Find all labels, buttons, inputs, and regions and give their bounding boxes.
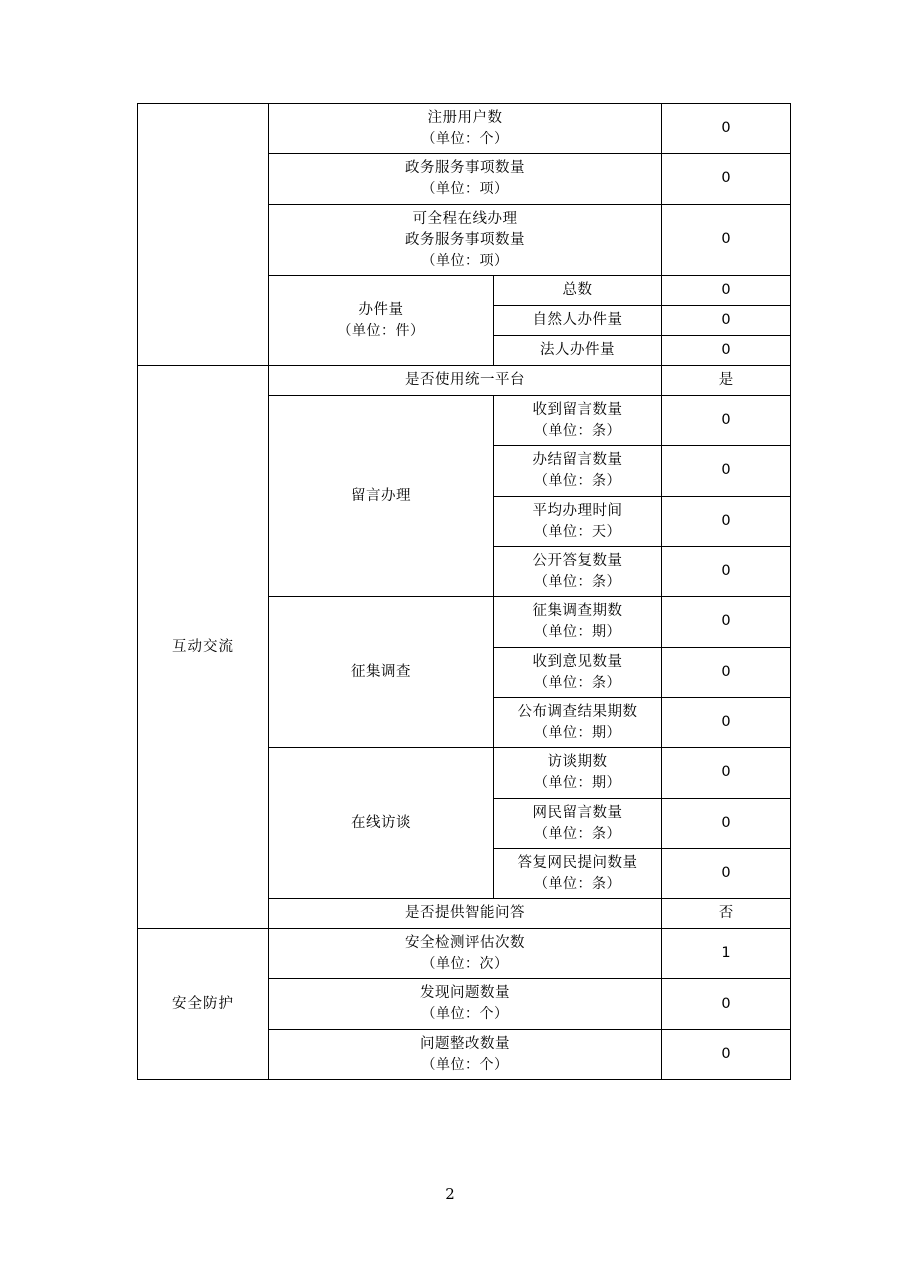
value-smart-qa: 否 <box>662 899 791 929</box>
category-cell-security: 安全防护 <box>138 929 269 1080</box>
unit-text: （单位：条） <box>534 573 621 590</box>
unit-text: （单位：期） <box>534 775 621 792</box>
unit-text: （单位：项） <box>421 252 509 269</box>
label-case-volume <box>269 275 494 365</box>
sublabel-text: 公开答复数量 <box>532 552 623 569</box>
value-messages-completed: 0 <box>662 446 791 496</box>
value-issues-found: 0 <box>662 979 791 1029</box>
sublabel-case-total: 总数 <box>494 275 662 305</box>
sublabel-case-natural-person: 自然人办件量 <box>494 305 662 335</box>
value-unified-platform: 是 <box>662 366 791 396</box>
category-cell-service <box>138 104 269 366</box>
value-case-natural-person: 0 <box>662 305 791 335</box>
value-average-handling-time: 0 <box>662 496 791 546</box>
value-published-results: 0 <box>662 697 791 747</box>
unit-text: （单位：条） <box>534 825 621 842</box>
sublabel-text: 征集调查期数 <box>532 603 623 620</box>
value-security-assessments: 1 <box>662 929 791 979</box>
sublabel-public-replies <box>494 546 662 596</box>
category-cell-interaction: 互动交流 <box>138 366 269 929</box>
unit-text: （单位：项） <box>421 181 509 198</box>
label-text-line1: 可全程在线办理 <box>412 210 518 227</box>
value-case-total: 0 <box>662 275 791 305</box>
label-text: 办件量 <box>358 301 404 318</box>
unit-text: （单位：条） <box>534 473 621 490</box>
label-text: 发现问题数量 <box>420 985 510 1002</box>
sublabel-netizen-messages <box>494 798 662 848</box>
label-text: 注册用户数 <box>427 110 503 126</box>
unit-text: （单位：个） <box>421 1006 509 1023</box>
sublabel-text: 公布调查结果期数 <box>517 703 638 720</box>
label-text: 安全检测评估次数 <box>405 935 525 952</box>
label-service-items <box>269 154 662 204</box>
sublabel-netizen-replies <box>494 848 662 898</box>
value-messages-received: 0 <box>662 396 791 446</box>
label-text-line2: 政务服务事项数量 <box>405 231 525 248</box>
unit-text: （单位：个） <box>421 131 509 148</box>
value-service-items: 0 <box>662 154 791 204</box>
unit-text: （单位：条） <box>534 423 621 440</box>
sublabel-opinions-received <box>494 647 662 697</box>
value-case-legal-person: 0 <box>662 335 791 365</box>
sublabel-case-legal-person: 法人办件量 <box>494 335 662 365</box>
table-row <box>138 366 791 396</box>
label-issues-found <box>269 979 662 1029</box>
label-security-assessments <box>269 929 662 979</box>
value-online-service-items: 0 <box>662 204 791 275</box>
table-row <box>138 104 791 154</box>
value-registered-users: 0 <box>662 104 791 154</box>
sublabel-interview-periods <box>494 748 662 798</box>
value-opinions-received: 0 <box>662 647 791 697</box>
label-registered-users <box>269 104 662 154</box>
value-survey-periods: 0 <box>662 597 791 647</box>
unit-text: （单位：期） <box>534 624 621 641</box>
label-text: 政务服务事项数量 <box>405 160 525 177</box>
label-online-service-items <box>269 204 662 275</box>
sublabel-messages-completed <box>494 446 662 496</box>
value-netizen-replies: 0 <box>662 848 791 898</box>
value-public-replies: 0 <box>662 546 791 596</box>
unit-text: （单位：件） <box>337 322 425 339</box>
label-text: 问题整改数量 <box>420 1035 510 1052</box>
unit-text: （单位：条） <box>534 875 621 892</box>
statistics-table <box>137 103 791 1080</box>
label-smart-qa: 是否提供智能问答 <box>269 899 662 929</box>
label-survey-collection: 征集调查 <box>269 597 494 748</box>
unit-text: （单位：条） <box>534 674 621 691</box>
sublabel-text: 办结留言数量 <box>532 452 623 469</box>
sublabel-text: 平均办理时间 <box>532 502 623 519</box>
label-unified-platform: 是否使用统一平台 <box>269 366 662 396</box>
label-issues-fixed <box>269 1029 662 1079</box>
value-interview-periods: 0 <box>662 748 791 798</box>
unit-text: （单位：期） <box>534 724 621 741</box>
statistics-table-container <box>137 103 790 1080</box>
sublabel-text: 收到意见数量 <box>532 653 623 670</box>
sublabel-messages-received <box>494 396 662 446</box>
label-online-interview: 在线访谈 <box>269 748 494 899</box>
table-row <box>138 929 791 979</box>
sublabel-text: 收到留言数量 <box>532 402 623 419</box>
sublabel-average-handling-time <box>494 496 662 546</box>
sublabel-text: 网民留言数量 <box>532 804 623 821</box>
value-issues-fixed: 0 <box>662 1029 791 1079</box>
label-message-handling: 留言办理 <box>269 396 494 597</box>
page-number: 2 <box>445 1185 455 1203</box>
unit-text: （单位：天） <box>534 523 621 540</box>
unit-text: （单位：个） <box>421 1056 509 1073</box>
sublabel-published-results <box>494 697 662 747</box>
value-netizen-messages: 0 <box>662 798 791 848</box>
sublabel-survey-periods <box>494 597 662 647</box>
unit-text: （单位：次） <box>421 956 509 973</box>
sublabel-text: 答复网民提问数量 <box>517 854 638 871</box>
sublabel-text: 访谈期数 <box>547 754 608 771</box>
